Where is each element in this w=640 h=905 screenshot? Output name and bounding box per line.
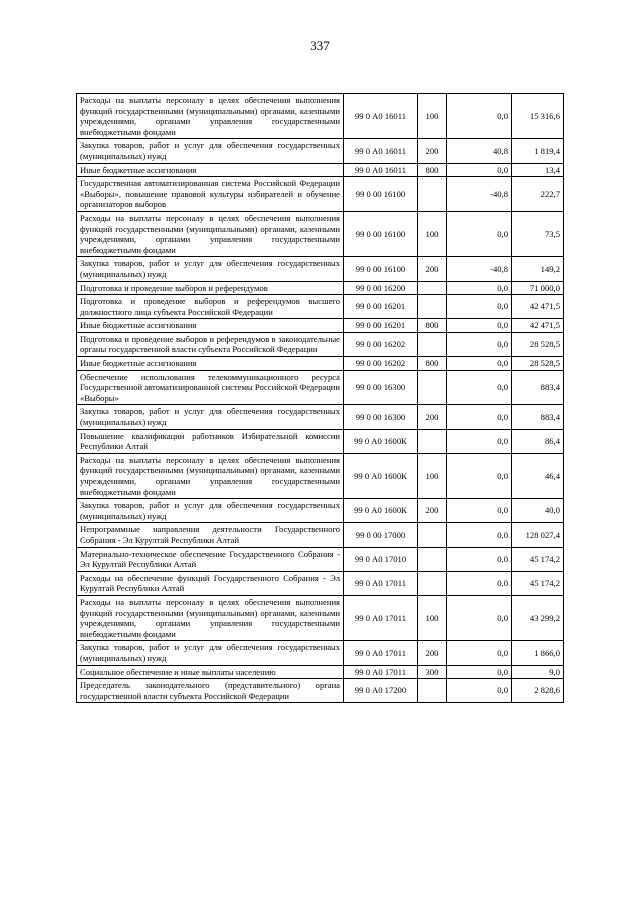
- row-name-cell: Закупка товаров, работ и услуг для обеспечения государственных (муниципальных) нужд: [77, 139, 344, 163]
- row-code-cell: 99 0 А0 17011: [344, 571, 418, 595]
- row-expense-type-cell: 300: [418, 665, 447, 679]
- table-row: [77, 679, 564, 703]
- row-code-cell: 99 0 00 16202: [344, 332, 418, 356]
- table-row: [77, 295, 564, 319]
- budget-table-body: [77, 94, 564, 703]
- row-expense-type-cell: [418, 177, 447, 212]
- row-total-cell: 71 000,0: [512, 281, 564, 295]
- row-name-cell: Повышение квалификации работников Избирательной комиссии Республики Алтай: [77, 429, 344, 453]
- row-name-cell: Подготовка и проведение выборов и референдумов: [77, 281, 344, 295]
- table-row: [77, 357, 564, 371]
- row-name-cell: Иные бюджетные ассигнования: [77, 357, 344, 371]
- row-change-cell: 0,0: [447, 332, 512, 356]
- row-total-cell: 15 316,6: [512, 94, 564, 139]
- row-total-cell: 42 471,5: [512, 295, 564, 319]
- row-expense-type-cell: [418, 332, 447, 356]
- budget-table: [76, 93, 564, 703]
- row-expense-type-cell: 100: [418, 94, 447, 139]
- row-change-cell: 0,0: [447, 357, 512, 371]
- row-name-cell: Председатель законодательного (представительного) органа государственной власти субъекта Российской Федерации: [77, 679, 344, 703]
- row-total-cell: 45 174,2: [512, 547, 564, 571]
- row-change-cell: 0,0: [447, 453, 512, 498]
- row-code-cell: 99 0 00 16202: [344, 357, 418, 371]
- row-change-cell: -40,8: [447, 257, 512, 281]
- table-row: [77, 571, 564, 595]
- row-name-cell: Социальное обеспечение и иные выплаты населению: [77, 665, 344, 679]
- row-code-cell: 99 0 00 17000: [344, 523, 418, 547]
- row-name-cell: Расходы на обеспечение функций Государственного Собрания - Эл Курултай Республики Алтай: [77, 571, 344, 595]
- row-total-cell: 46,4: [512, 453, 564, 498]
- row-change-cell: 0,0: [447, 319, 512, 333]
- table-row: [77, 163, 564, 177]
- row-change-cell: 0,0: [447, 211, 512, 256]
- table-row: [77, 319, 564, 333]
- row-total-cell: 9,0: [512, 665, 564, 679]
- row-expense-type-cell: 200: [418, 257, 447, 281]
- row-total-cell: 2 828,6: [512, 679, 564, 703]
- row-expense-type-cell: [418, 295, 447, 319]
- row-expense-type-cell: 800: [418, 163, 447, 177]
- row-name-cell: Непрограммные направления деятельности Государственного Собрания - Эл Курултай Республики Алтай: [77, 523, 344, 547]
- row-name-cell: Закупка товаров, работ и услуг для обеспечения государственных (муниципальных) нужд: [77, 499, 344, 523]
- table-row: [77, 94, 564, 139]
- row-expense-type-cell: 200: [418, 499, 447, 523]
- row-change-cell: 0,0: [447, 295, 512, 319]
- row-change-cell: 0,0: [447, 641, 512, 665]
- row-code-cell: 99 0 00 16100: [344, 177, 418, 212]
- row-code-cell: 99 0 А0 1600К: [344, 453, 418, 498]
- row-name-cell: Закупка товаров, работ и услуг для обеспечения государственных (муниципальных) нужд: [77, 641, 344, 665]
- table-row: [77, 405, 564, 429]
- row-total-cell: 73,5: [512, 211, 564, 256]
- row-expense-type-cell: [418, 523, 447, 547]
- row-total-cell: 222,7: [512, 177, 564, 212]
- row-code-cell: 99 0 00 16300: [344, 370, 418, 405]
- row-code-cell: 99 0 А0 16011: [344, 139, 418, 163]
- row-name-cell: Расходы на выплаты персоналу в целях обеспечения выполнения функций государственными (муниципальными) органами, казенными учреждениями, органами управления государственными внебюджетными фондами: [77, 595, 344, 640]
- row-expense-type-cell: 800: [418, 357, 447, 371]
- table-row: [77, 641, 564, 665]
- row-expense-type-cell: [418, 429, 447, 453]
- table-row: [77, 523, 564, 547]
- row-code-cell: 99 0 А0 17011: [344, 641, 418, 665]
- row-change-cell: -40,8: [447, 177, 512, 212]
- row-code-cell: 99 0 А0 1600К: [344, 429, 418, 453]
- row-name-cell: Расходы на выплаты персоналу в целях обеспечения выполнения функций государственными (муниципальными) органами, казенными учреждениями, органами управления государственными внебюджетными фондами: [77, 94, 344, 139]
- row-name-cell: Закупка товаров, работ и услуг для обеспечения государственных (муниципальных) нужд: [77, 405, 344, 429]
- table-row: [77, 370, 564, 405]
- table-row: [77, 281, 564, 295]
- row-total-cell: 86,4: [512, 429, 564, 453]
- row-expense-type-cell: 200: [418, 641, 447, 665]
- row-change-cell: 0,0: [447, 571, 512, 595]
- row-change-cell: 0,0: [447, 429, 512, 453]
- table-row: [77, 177, 564, 212]
- row-change-cell: 0,0: [447, 499, 512, 523]
- row-expense-type-cell: 100: [418, 453, 447, 498]
- row-total-cell: 43 299,2: [512, 595, 564, 640]
- row-change-cell: 0,0: [447, 281, 512, 295]
- row-expense-type-cell: [418, 571, 447, 595]
- row-total-cell: 13,4: [512, 163, 564, 177]
- row-change-cell: 0,0: [447, 523, 512, 547]
- row-total-cell: 883,4: [512, 405, 564, 429]
- table-row: [77, 332, 564, 356]
- row-name-cell: Расходы на выплаты персоналу в целях обеспечения выполнения функций государственными (муниципальными) органами, казенными учреждениями, органами управления государственными внебюджетными фондами: [77, 453, 344, 498]
- row-name-cell: Подготовка и проведение выборов и референдумов высшего должностного лица субъекта Российской Федерации: [77, 295, 344, 319]
- row-name-cell: Иные бюджетные ассигнования: [77, 163, 344, 177]
- table-row: [77, 665, 564, 679]
- table-row: [77, 499, 564, 523]
- row-name-cell: Закупка товаров, работ и услуг для обеспечения государственных (муниципальных) нужд: [77, 257, 344, 281]
- row-code-cell: 99 0 А0 16011: [344, 163, 418, 177]
- row-name-cell: Подготовка и проведение выборов и референдумов в законодательные органы государственной власти субъекта Российской Федерации: [77, 332, 344, 356]
- row-expense-type-cell: [418, 679, 447, 703]
- row-name-cell: Обеспечение использования телекоммуникационного ресурса Государственной автоматизированной системы Российской Федерации «Выборы»: [77, 370, 344, 405]
- row-code-cell: 99 0 А0 17010: [344, 547, 418, 571]
- row-total-cell: 42 471,5: [512, 319, 564, 333]
- row-code-cell: 99 0 00 16201: [344, 319, 418, 333]
- row-code-cell: 99 0 00 16100: [344, 257, 418, 281]
- row-code-cell: 99 0 А0 1600К: [344, 499, 418, 523]
- row-code-cell: 99 0 А0 17011: [344, 665, 418, 679]
- row-expense-type-cell: [418, 370, 447, 405]
- row-change-cell: 0,0: [447, 405, 512, 429]
- row-change-cell: 0,0: [447, 665, 512, 679]
- row-total-cell: 128 027,4: [512, 523, 564, 547]
- table-row: [77, 139, 564, 163]
- row-total-cell: 45 174,2: [512, 571, 564, 595]
- row-change-cell: 0,0: [447, 547, 512, 571]
- row-expense-type-cell: 200: [418, 139, 447, 163]
- row-expense-type-cell: [418, 281, 447, 295]
- table-row: [77, 453, 564, 498]
- row-total-cell: 149,2: [512, 257, 564, 281]
- row-expense-type-cell: 100: [418, 595, 447, 640]
- row-expense-type-cell: 800: [418, 319, 447, 333]
- row-total-cell: 883,4: [512, 370, 564, 405]
- row-name-cell: Иные бюджетные ассигнования: [77, 319, 344, 333]
- row-code-cell: 99 0 А0 17200: [344, 679, 418, 703]
- row-change-cell: 0,0: [447, 595, 512, 640]
- table-row: [77, 595, 564, 640]
- row-name-cell: Материально-техническое обеспечение Государственного Собрания - Эл Курултай Республики Алтай: [77, 547, 344, 571]
- row-expense-type-cell: 200: [418, 405, 447, 429]
- row-change-cell: 0,0: [447, 163, 512, 177]
- row-code-cell: 99 0 00 16201: [344, 295, 418, 319]
- table-row: [77, 547, 564, 571]
- row-change-cell: 0,0: [447, 94, 512, 139]
- row-change-cell: 0,0: [447, 679, 512, 703]
- row-name-cell: Расходы на выплаты персоналу в целях обеспечения выполнения функций государственными (муниципальными) органами, казенными учреждениями, органами управления государственными внебюджетными фондами: [77, 211, 344, 256]
- row-code-cell: 99 0 00 16300: [344, 405, 418, 429]
- row-change-cell: 40,8: [447, 139, 512, 163]
- row-total-cell: 1 819,4: [512, 139, 564, 163]
- row-code-cell: 99 0 00 16100: [344, 211, 418, 256]
- table-row: [77, 257, 564, 281]
- row-expense-type-cell: [418, 547, 447, 571]
- row-name-cell: Государственная автоматизированная система Российской Федерации «Выборы», повышение правовой культуры избирателей и обучение организаторов выборов: [77, 177, 344, 212]
- table-row: [77, 429, 564, 453]
- row-code-cell: 99 0 А0 16011: [344, 94, 418, 139]
- page-number: 337: [310, 38, 330, 53]
- row-total-cell: 28 528,5: [512, 332, 564, 356]
- row-total-cell: 1 866,0: [512, 641, 564, 665]
- row-total-cell: 40,0: [512, 499, 564, 523]
- table-row: [77, 211, 564, 256]
- row-code-cell: 99 0 00 16200: [344, 281, 418, 295]
- row-total-cell: 28 528,5: [512, 357, 564, 371]
- row-expense-type-cell: 100: [418, 211, 447, 256]
- row-change-cell: 0,0: [447, 370, 512, 405]
- row-code-cell: 99 0 А0 17011: [344, 595, 418, 640]
